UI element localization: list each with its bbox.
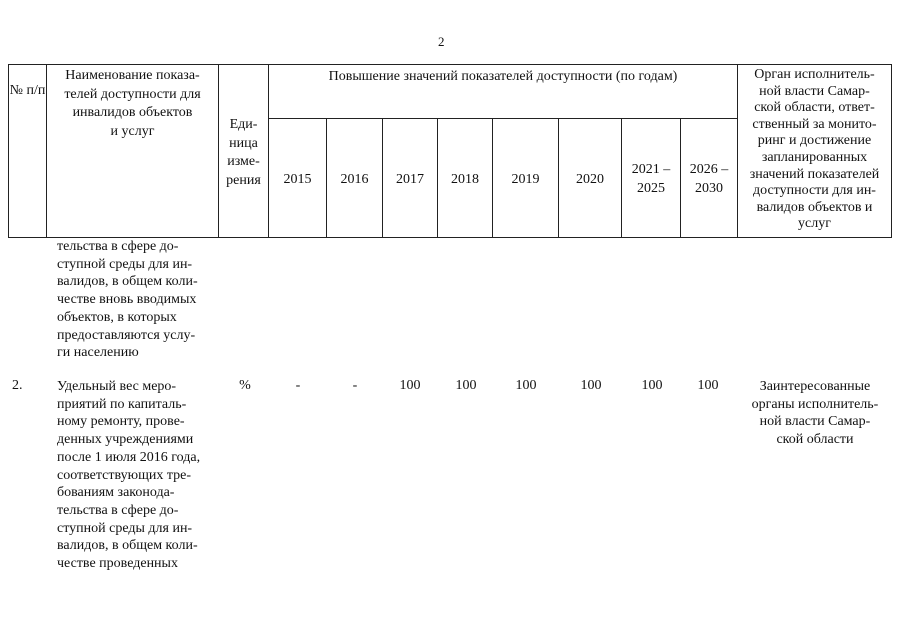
header-agency-line: ной власти Самар- — [759, 83, 870, 99]
header-unit-line: рения — [226, 172, 261, 188]
continuation-line: предоставляются услу- — [57, 327, 196, 343]
continuation-line: тельства в сфере до- — [57, 239, 179, 254]
row-name-line: ному ремонту, прове- — [57, 414, 185, 430]
continuation-line: ги населению — [57, 345, 139, 361]
row-agency-line: Заинтересованные — [759, 379, 871, 394]
continuation-text — [57, 238, 217, 362]
header-year-2021-2025: 2021 – 2025 — [631, 162, 671, 196]
row-agency-line: органы исполнитель- — [751, 396, 879, 412]
header-col-agency — [738, 67, 891, 233]
header-year-2017: 2017 — [396, 172, 424, 187]
header-agency-line: запланированных — [761, 149, 868, 165]
row-agency-line: ной власти Самар- — [759, 414, 871, 430]
continuation-line: честве вновь вводимых — [57, 292, 197, 308]
header-unit-line: ница — [229, 135, 258, 151]
header-year-2020: 2020 — [576, 172, 604, 187]
header-name-line: Наименование показа- — [65, 68, 200, 83]
row-value-2021-2025: 100 — [641, 378, 663, 393]
header-year-2019: 2019 — [511, 172, 540, 187]
row-name-line: приятий по капиталь- — [57, 396, 187, 412]
header-unit-line: изме- — [227, 154, 260, 169]
header-name-line: телей доступности для — [64, 86, 201, 102]
header-col-name — [47, 67, 218, 141]
header-col-number — [9, 82, 46, 100]
header-year-2018: 2018 — [451, 172, 479, 187]
table-header — [8, 64, 892, 238]
header-name-line: и услуг — [110, 123, 155, 139]
header-agency-line: услуг — [798, 216, 831, 232]
header-col-unit — [219, 116, 268, 190]
row-number: 2. — [12, 378, 23, 393]
header-year-2015: 2015 — [283, 172, 312, 187]
header-agency-line: ской области, ответ- — [754, 100, 875, 116]
header-year-2026-2030: 2026 – 2030 — [689, 162, 729, 196]
page-number: 2 — [438, 34, 445, 49]
row-value-2015: - — [295, 378, 301, 393]
row-unit: % — [239, 378, 251, 393]
row-value-2026-2030: 100 — [697, 378, 719, 393]
continuation-line: валидов, в общем коли- — [57, 274, 198, 290]
row-value-2019: 100 — [515, 378, 537, 393]
header-agency-line: валидов объектов и — [756, 199, 873, 215]
row-value-2017: 100 — [399, 378, 421, 393]
continuation-line: объектов, в которых — [57, 309, 177, 325]
row-value-2020: 100 — [580, 378, 602, 393]
header-top-border — [8, 64, 892, 65]
header-agency-line: ственный за монито- — [752, 116, 877, 132]
row-value-2018: 100 — [455, 378, 477, 393]
continuation-line: ступной среды для ин- — [57, 256, 193, 272]
row-name-line: честве проведенных — [57, 556, 178, 572]
col-line — [680, 118, 681, 238]
header-agency-line: доступности для ин- — [753, 183, 876, 199]
row-name-line: тельства в сфере до- — [57, 502, 179, 518]
col-line — [621, 118, 622, 238]
row-name-line: соответствующих тре- — [57, 467, 192, 483]
header-col-growth: Повышение значений показателей доступности (по годам) — [328, 69, 678, 84]
row-name-line: денных учреждениями — [57, 432, 194, 448]
header-year-2016: 2016 — [340, 172, 369, 187]
row-name — [57, 378, 217, 573]
row-agency — [738, 378, 892, 449]
header-agency-line: Орган исполнитель- — [754, 67, 875, 82]
row-name-line: Удельный вес меро- — [57, 379, 177, 394]
header-name-line: инвалидов объектов — [72, 105, 193, 120]
row-name-line: ступной среды для ин- — [57, 520, 193, 536]
col-line — [268, 64, 269, 238]
header-unit-line: Еди- — [229, 117, 258, 132]
row-name-line: валидов, в общем коли- — [57, 538, 198, 554]
row-name-line: после 1 июля 2016 года, — [57, 449, 201, 465]
row-name-line: бованиям законода- — [57, 485, 175, 501]
header-agency-line: значений показателей — [749, 166, 880, 182]
row-agency-line: ской области — [776, 432, 854, 448]
header-col-number-text: № п/п — [9, 83, 46, 98]
col-line — [891, 64, 892, 238]
header-agency-line: ринг и достижение — [757, 133, 872, 149]
header-year-divider — [268, 118, 737, 119]
row-value-2016: - — [352, 378, 358, 393]
